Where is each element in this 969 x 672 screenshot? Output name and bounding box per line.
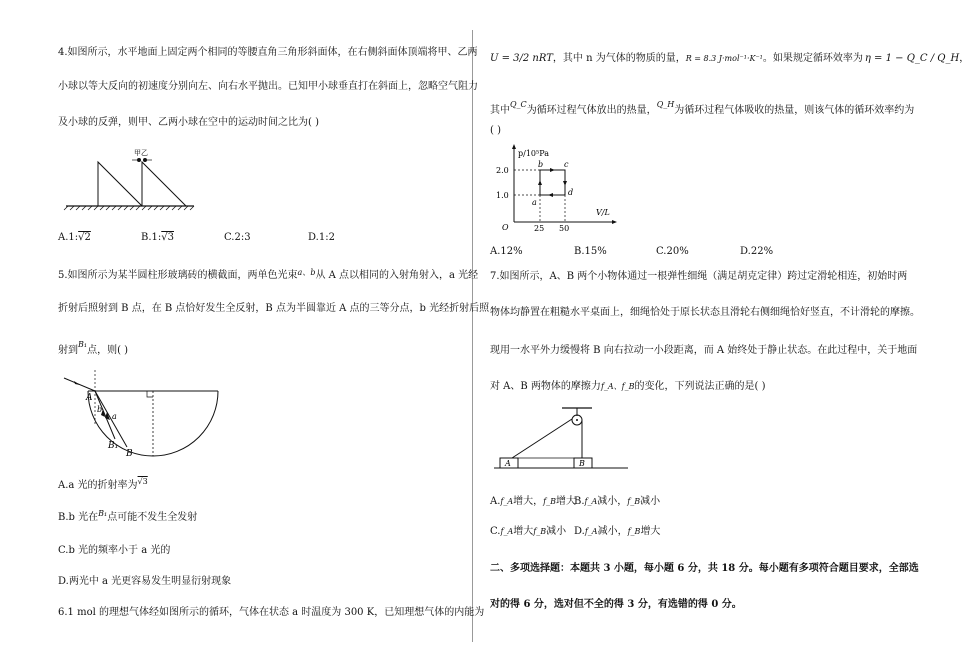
q6-option-a: A.12%	[490, 246, 523, 257]
y-tick-1: 1.0	[496, 191, 509, 200]
cycle-path	[540, 170, 565, 195]
state-b: b	[538, 160, 544, 169]
right-angle-mark	[147, 391, 153, 397]
formula-eta: η = 1 − Q_C / Q_H	[864, 53, 960, 64]
q7-option-c: C.f_A增大f_B减小	[490, 526, 567, 537]
x-tick-25: 25	[534, 224, 545, 233]
q7-figure	[492, 404, 632, 474]
q6-paren: ( )	[490, 125, 501, 136]
q7-line-4: 对 A、B 两物体的摩擦力f_A、f_B的变化，下列说法正确的是( )	[490, 381, 766, 392]
q5-figure	[60, 364, 230, 464]
q4-line-1: 4.如图所示，水平地面上固定两个相同的等腰直角三角形斜面体，在右侧斜面体顶端将甲、乙两	[58, 47, 478, 58]
q4-option-a: A.1:√2	[58, 232, 91, 243]
q4-figure	[66, 146, 216, 212]
label-b1-point: B₁	[108, 441, 119, 451]
state-c: c	[564, 160, 569, 169]
block-a-label: A	[505, 459, 511, 468]
q7-line-1: 7.如图所示，A、B 两个小物体通过一根弹性细绳（满足胡克定律）跨过定滑轮相连，初始时两	[490, 271, 908, 282]
x-tick-50: 50	[559, 224, 570, 233]
q6-pv-chart	[492, 142, 622, 232]
p-axis-label: p/10⁵Pa	[518, 149, 549, 158]
label-a-point: A	[86, 393, 93, 403]
v-axis-label: V/L	[596, 208, 610, 217]
q4-option-c: C.2:3	[224, 232, 251, 243]
origin-label: O	[502, 223, 509, 232]
q5-option-b: B.b 光在$^{B_1}$点可能不发生全发射	[58, 509, 198, 523]
q6-option-d: D.22%	[740, 246, 774, 257]
q7-line-2: 物体均静置在粗糙水平桌面上，细绳恰处于原长状态且滑轮右侧细绳恰好竖直，不计滑轮的摩擦。	[490, 307, 920, 318]
rope-to-a	[512, 419, 572, 458]
q6-line-2: U = 3/2 nRT，其中 n 为气体的物质的量，R = 8.3 J·mol⁻¹·K⁻¹。如果规定循环效率为 η = 1 − Q_C / Q_H，	[490, 53, 969, 64]
q7-option-a: A.f_A增大，f_B增大	[490, 496, 576, 507]
q7-option-b: B.f_A减小，f_B减小	[574, 496, 661, 507]
column-divider	[472, 30, 473, 642]
section-2-line-2: 对的得 6 分，选对但不全的得 3 分，有选错的得 0 分。	[490, 599, 742, 610]
q4-option-b: B.1:√3	[141, 232, 174, 243]
q5-line-2: 折射后照射到 B 点，在 B 点恰好发生全反射，B 点为半圆靠近 A 点的三等分点，b 光经折射后照	[58, 303, 490, 314]
q5-line-3: 射到$^{B_1}$点，则( )	[58, 340, 129, 356]
label-b-point: B	[126, 449, 133, 459]
label-a-ray: a	[112, 412, 117, 421]
q5-option-c: C.b 光的频率小于 a 光的	[58, 545, 171, 556]
q7-line-3: 现用一水平外力缓慢将 B 向右拉动一小段距离，而 A 始终处于静止状态。在此过程中，关于地面	[490, 345, 918, 356]
q6-line-1: 6.1 mol 的理想气体经如图所示的循环，气体在状态 a 时温度为 300 K，已知理想气体的内能为	[58, 607, 485, 618]
right-column	[478, 0, 969, 672]
ray-a	[95, 391, 127, 447]
right-incline	[142, 162, 186, 206]
incident-ray	[64, 378, 95, 391]
y-tick-2: 2.0	[496, 166, 509, 175]
q5-line-1: 5.如图所示为某半圆柱形玻璃砖的横截面，两单色光束$^{a、b}$从 A 点以相同的入射角射入，a 光经	[58, 268, 479, 281]
left-incline	[98, 162, 142, 206]
q4-line-3: 及小球的反弹，则甲、乙两小球在空中的运动时间之比为( )	[58, 117, 319, 128]
label-jiayi: 甲乙	[134, 149, 148, 157]
label-b-ray: b	[97, 405, 103, 414]
q6-option-b: B.15%	[574, 246, 607, 257]
state-a: a	[532, 198, 537, 207]
block-b-label: B	[579, 459, 585, 468]
formula-u: U = 3/2 nRT	[490, 53, 553, 64]
ground-hatch	[64, 206, 194, 210]
q6-option-c: C.20%	[656, 246, 689, 257]
q7-option-d: D.f_A减小，f_B增大	[574, 526, 661, 537]
q4-option-d: D.1:2	[308, 232, 335, 243]
q5-option-a: A.a 光的折射率为$^{√3}$	[58, 477, 148, 491]
ball-yi	[143, 158, 147, 162]
q5-option-d: D.两光中 a 光更容易发生明显衍射现象	[58, 576, 232, 587]
q4-line-2: 小球以等大反向的初速度分别向左、向右水平抛出。已知甲小球垂直打在斜面上，忽略空气阻力	[58, 81, 478, 92]
state-d: d	[568, 188, 574, 197]
ball-jia	[137, 158, 141, 162]
q6-line-3: 其中$^{Q\_C}$为循环过程气体放出的热量，$^{Q\_H}$为循环过程气体吸收的热量，则该气体的循环效率约为	[490, 100, 915, 116]
section-2-line-1: 二、多项选择题：本题共 3 小题，每小题 6 分，共 18 分。每小题有多项符合题目要求，全部选	[490, 563, 919, 574]
formula-r: R = 8.3 J·mol⁻¹·K⁻¹	[685, 54, 763, 63]
